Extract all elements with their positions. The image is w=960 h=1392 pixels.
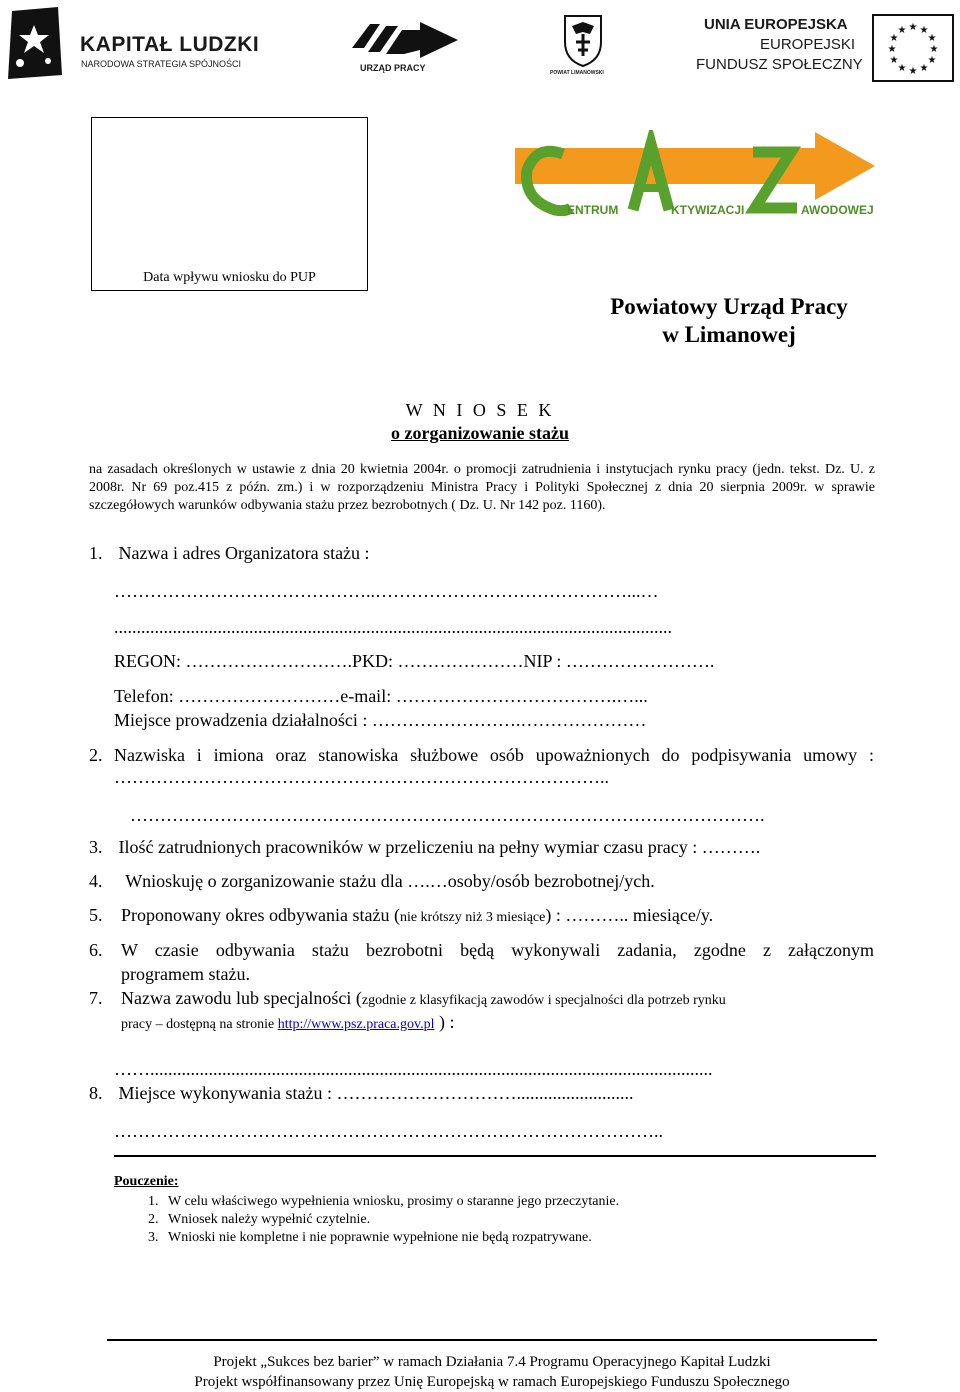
phone-email-field[interactable]: Telefon: ………………………e-mail: ……………………………….…... [114, 686, 648, 706]
svg-text:★: ★ [889, 55, 899, 66]
ue-line2: EUROPEJSKI [760, 36, 856, 53]
footer-line-1: Projekt „Sukces bez barier” w ramach Działania 7.4 Programu Operacyjnego Kapitał Ludzki [213, 1354, 771, 1370]
item-note-cont: pracy – dostępną na stronie [121, 1017, 278, 1032]
legal-basis-text: na zasadach określonych w ustawie z dnia 20 kwietnia 2004r. o promocji zatrudnienia i instytucjach rynku pracy (jedn. tekst. Dz. U. z 2008r. Nr 69 poz.415 z późn. zm.) i w rozporządzeniu Ministra Pracy i Polityki Społecznej z dnia 20 sierpnia 2009r. w sprawie szczegółowych warunków odbywania stażu przez bezrobotnych ( Dz. U. Nr 142 poz. 1160). [89, 462, 875, 513]
title-line-1: W N I O S E K [405, 400, 555, 420]
svg-text:★: ★ [897, 63, 907, 74]
item-colon: ) : [434, 1012, 455, 1032]
svg-text:★: ★ [919, 25, 929, 36]
item-label: Proponowany okres odbywania stażu ( [121, 905, 400, 925]
kapital-ludzki-title: KAPITAŁ LUDZKI [80, 33, 260, 56]
urzad-pracy-label: URZĄD PRACY [360, 63, 426, 73]
item-number: 3. [89, 837, 103, 857]
notice-list [114, 1193, 619, 1247]
item-note: nie krótszy niż 3 miesiące [399, 910, 546, 925]
item-number: 6. [89, 940, 103, 960]
urzad-pracy-arrows-icon [350, 18, 462, 62]
item-5 [89, 904, 875, 929]
item-1 [89, 542, 875, 564]
item-number: 7. [89, 988, 103, 1008]
item-8 [89, 1082, 875, 1104]
authorized-persons-field[interactable]: ……………………………………………………………………………………………. [130, 805, 765, 825]
office-line-2: w Limanowej [662, 322, 796, 347]
notice-item: 1. W celu właściwego wypełnienia wniosku, prosimy o staranne jego przeczytanie. [162, 1193, 619, 1211]
section-divider [114, 1155, 876, 1157]
item-3 [89, 836, 875, 858]
org-address-field[interactable]: ............................................................................................................................ [114, 617, 672, 637]
item-7-cont [121, 1011, 907, 1036]
item-label: Nazwa i adres Organizatora stażu : [118, 543, 370, 563]
ue-line3: FUNDUSZ SPOŁECZNY [696, 56, 863, 73]
ue-line1: UNIA EUROPEJSKA [704, 16, 848, 33]
svg-text:★: ★ [908, 22, 918, 33]
footer [107, 1352, 877, 1392]
footer-divider [107, 1339, 877, 1341]
item-label[interactable]: Nazwiska i imiona oraz stanowiska służbowe osób upoważnionych do podpisywania umowy : ……………………………………………………………………….. [114, 745, 874, 787]
period-field[interactable]: ) : ……….. miesiące/y. [545, 905, 714, 925]
eu-flag-icon [872, 14, 954, 82]
powiat-limanowski-logo [548, 12, 618, 80]
receipt-date-stamp-box [91, 117, 368, 291]
svg-text:★: ★ [929, 44, 939, 55]
document-title [300, 399, 660, 445]
kapital-ludzki-emblem [4, 5, 66, 81]
svg-text:★: ★ [897, 25, 907, 36]
org-name-field[interactable]: ……………………………………..……………………………………...… [114, 581, 659, 601]
receipt-date-label: Data wpływu wniosku do PUP [143, 270, 316, 285]
item-6 [89, 939, 875, 961]
svg-text:★: ★ [887, 44, 897, 55]
item-number: 4. [89, 871, 103, 891]
svg-text:★: ★ [927, 55, 937, 66]
psz-link[interactable]: http://www.psz.praca.gov.pl [277, 1017, 435, 1032]
item-number: 1. [89, 543, 103, 563]
svg-text:★: ★ [889, 33, 899, 44]
notice-section [114, 1173, 619, 1247]
item-4 [89, 870, 875, 892]
notice-heading: Pouczenie: [114, 1174, 179, 1189]
item-6-cont: programem stażu. [121, 964, 250, 984]
footer-line-2: Projekt współfinansowany przez Unię Europejską w ramach Europejskiego Funduszu Społecznego [194, 1374, 790, 1390]
svg-text:★: ★ [908, 66, 918, 77]
caz-word-3: AWODOWEJ [801, 203, 874, 217]
office-line-1: Powiatowy Urząd Pracy [610, 294, 848, 319]
business-place-field[interactable]: Miejsce prowadzenia działalności : …………………….………………… [114, 710, 647, 730]
item-note: zgodnie z klasyfikacją zawodów i specjalności dla potrzeb rynku [361, 993, 726, 1008]
item-number: 8. [89, 1083, 103, 1103]
item-label[interactable]: Miejsce wykonywania stażu : ………………………….......................... [118, 1083, 634, 1103]
kapital-ludzki-subtitle: NARODOWA STRATEGIA SPÓJNOŚCI [81, 59, 242, 69]
caz-word-1: ENTRUM [567, 203, 619, 217]
regon-pkd-nip-field[interactable]: REGON: ……………………….PKD: …………………NIP : ……………………. [114, 651, 715, 671]
item-label: W czasie odbywania stażu bezrobotni będą wykonywali zadania, zgodne z załączonym [121, 940, 874, 960]
office-name [540, 293, 918, 349]
svg-text:★: ★ [927, 33, 937, 44]
kapital-ludzki-logo [4, 5, 266, 85]
powiat-label: POWIAT LIMANOWSKI [550, 70, 604, 76]
item-number: 2. [89, 745, 103, 765]
notice-item: 3. Wnioski nie kompletne i nie poprawnie wypełnione nie będą rozpatrywane. [162, 1229, 619, 1247]
item-label[interactable]: Ilość zatrudnionych pracowników w przeliczeniu na pełny wymiar czasu pracy : ………. [118, 837, 761, 857]
coat-of-arms-icon [548, 12, 618, 68]
profession-field[interactable]: ……............................................................................................................................. [114, 1059, 713, 1079]
item-2 [89, 744, 875, 788]
svg-text:★: ★ [919, 63, 929, 74]
item-label: Nazwa zawodu lub specjalności ( [121, 988, 362, 1008]
item-number: 5. [89, 905, 103, 925]
notice-item: 2. Wniosek należy wypełnić czytelnie. [162, 1211, 619, 1229]
title-line-2: o zorganizowanie stażu [391, 423, 569, 443]
urzad-pracy-logo [350, 18, 462, 76]
internship-place-field[interactable]: ……………………………………………………………………………….. [114, 1121, 663, 1141]
caz-word-2: KTYWIZACJI [671, 203, 745, 217]
unia-europejska-logo [696, 14, 954, 86]
item-7 [89, 987, 875, 1012]
caz-logo [515, 130, 877, 222]
item-label[interactable]: Wnioskuję o zorganizowanie stażu dla ….…osoby/osób bezrobotnej/ych. [125, 871, 655, 891]
